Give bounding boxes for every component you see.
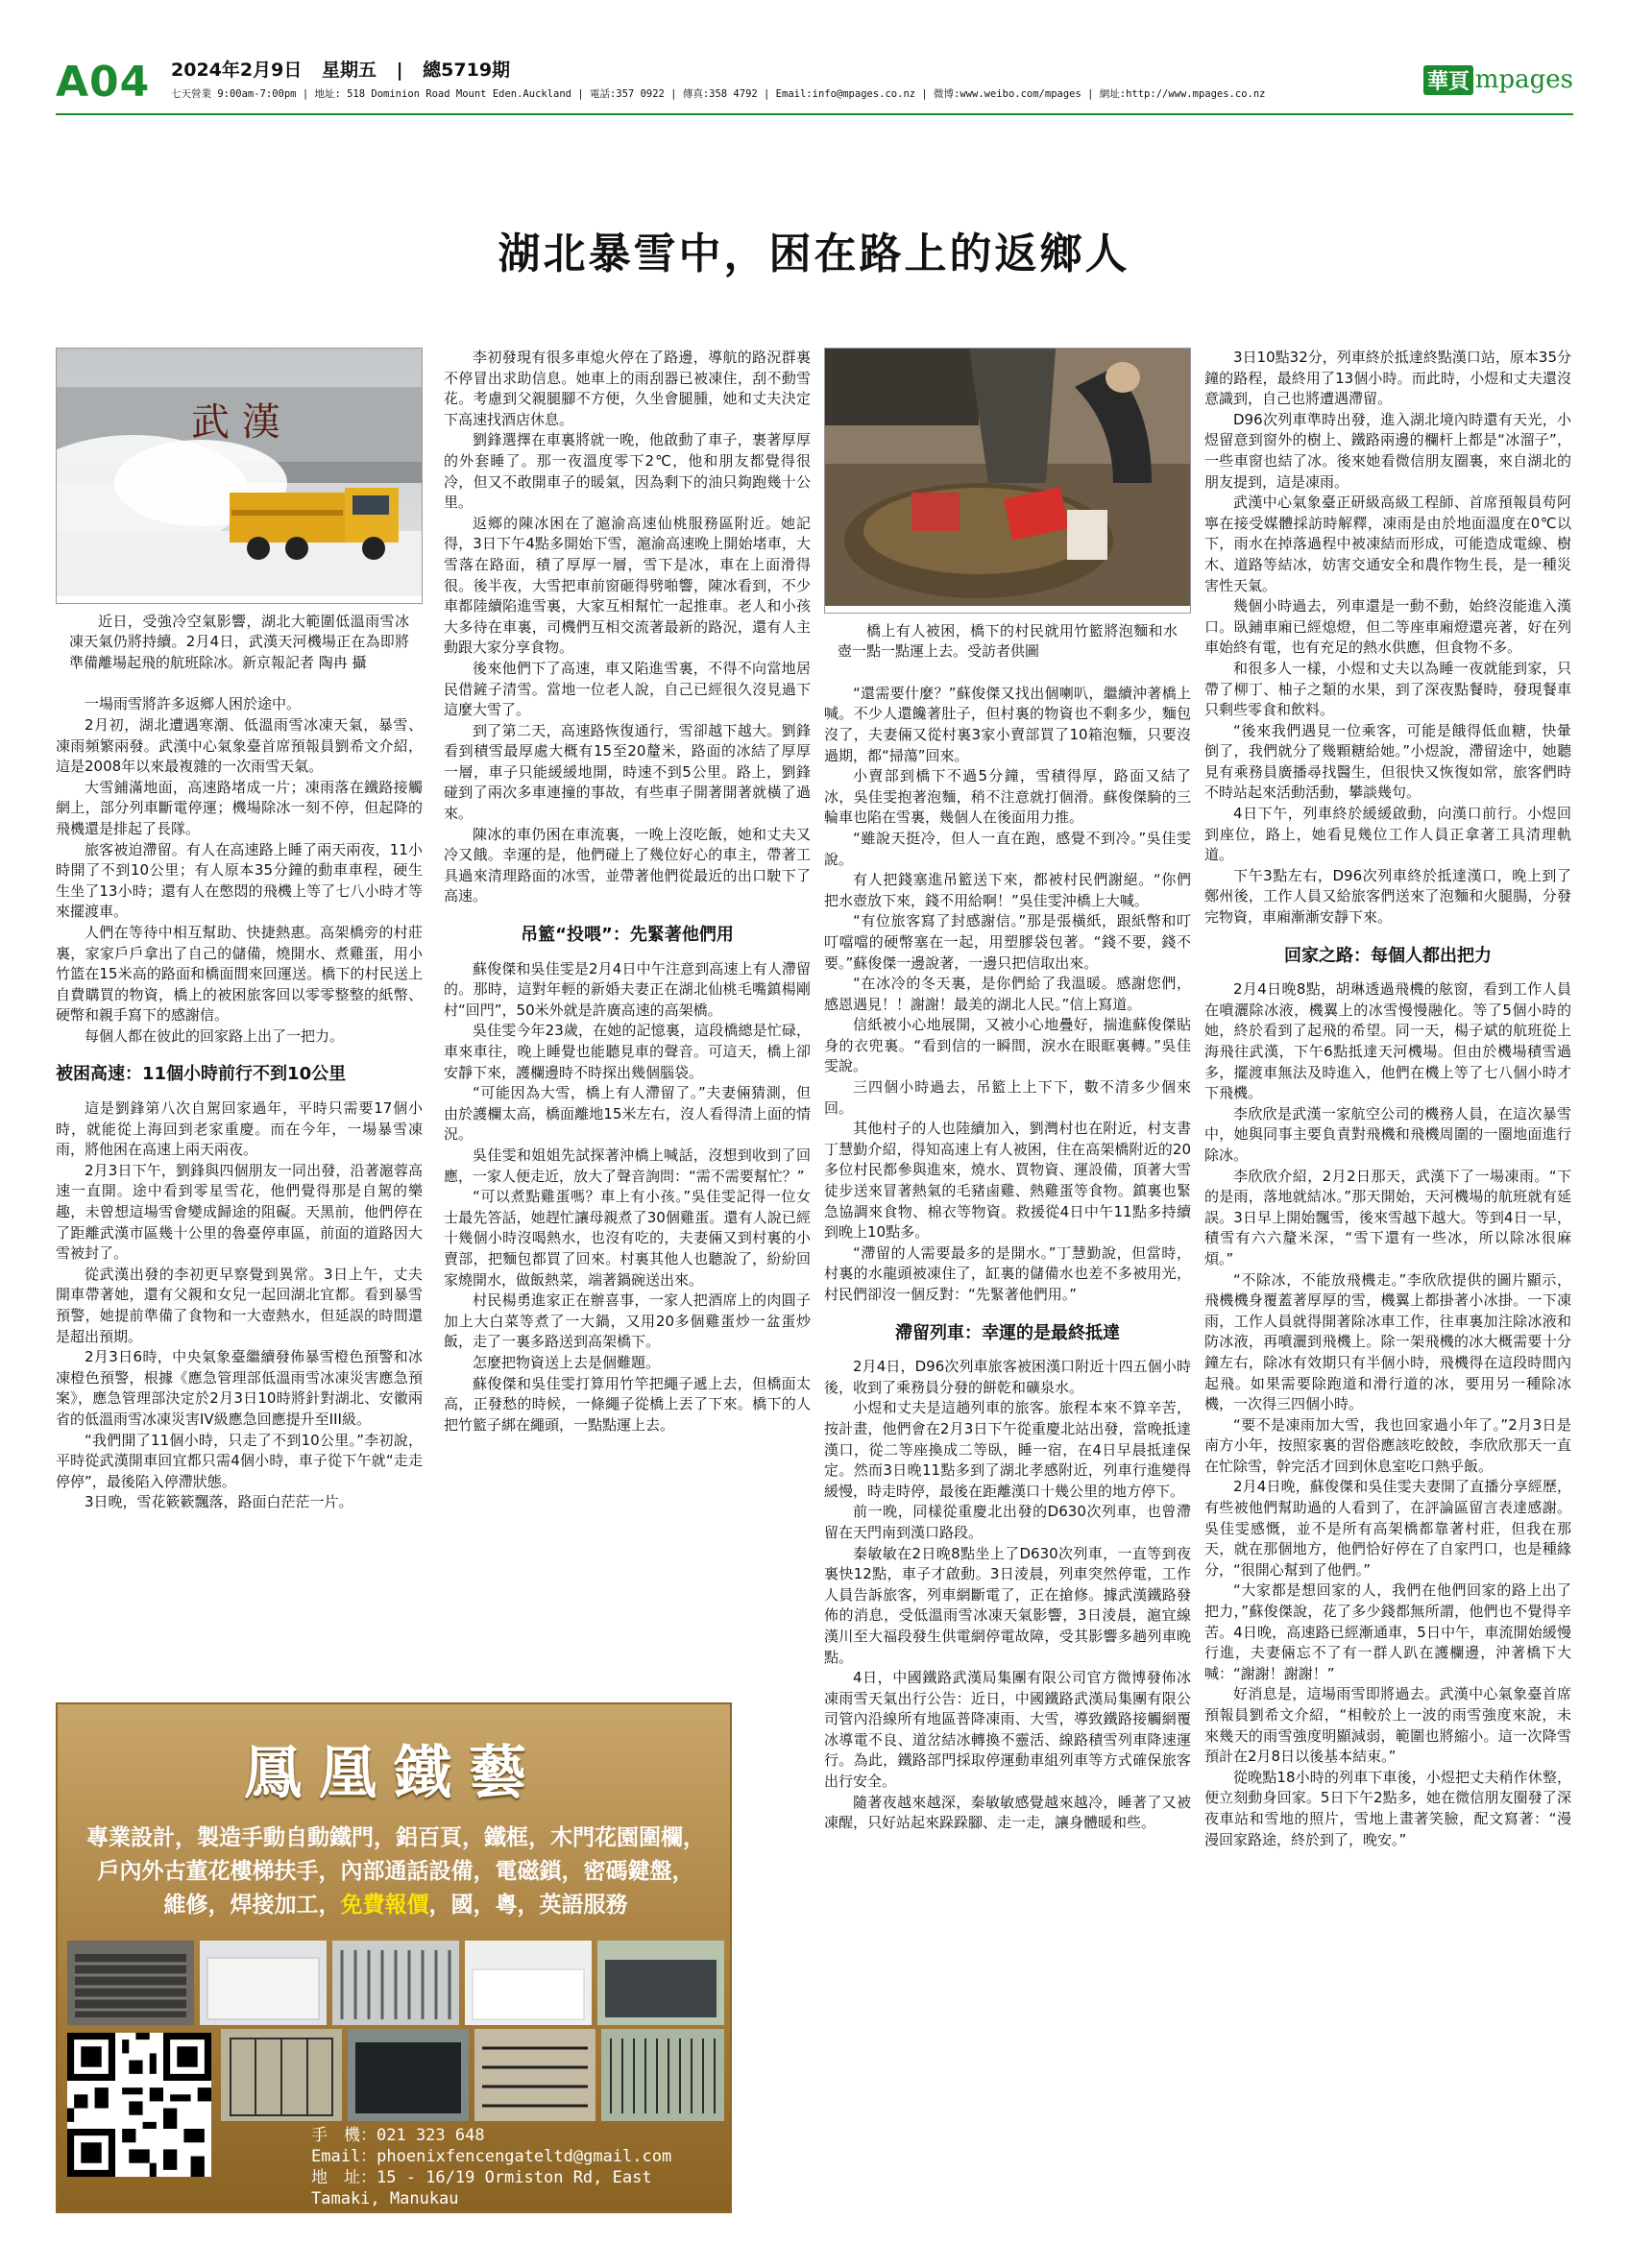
- paragraph: 三四個小時過去，吊籃上上下下，數不清多少個來回。: [824, 1078, 1191, 1117]
- ad-gallery-top: [67, 1941, 724, 2025]
- paragraph: 小煜和丈夫是這趟列車的旅客。旅程本來不算辛苦，按計畫，他們會在2月3日下午從重慶北站出發，當晚抵達漢口，從二等座換成二等臥，睡一宿，在4日早晨抵達保定。然而3日晚11點多到了湖北孝感附近，列車行進變得緩慢，時走時停，最後在距離漢口十幾公里的地方停下。: [824, 1399, 1191, 1500]
- issue-date: 2024年2月9日: [171, 60, 303, 81]
- paragraph: 前一晚，同樣從重慶北出發的D630次列車，也曾滯留在天門南到漢口路段。: [824, 1503, 1191, 1541]
- paragraph: 後來他們下了高速，車又陷進雪裏，不得不向當地居民借鏟子清雪。當地一位老人說，自己已經很久沒見過下這麼大雪了。: [444, 659, 811, 719]
- paragraph: “雖說天挺冷，但人一直在跑，感覺不到冷。”吳佳雯說。: [824, 829, 1191, 868]
- ad-line3-b: ，國，粵，英語服務: [428, 1893, 628, 1918]
- column-2-body-b: [444, 959, 811, 1436]
- paragraph: 有人把錢塞進吊籃送下來，都被村民們謝絕。“你們把水壺放下來，錢不用給啊！”吳佳雯沖橋上大喊。: [824, 871, 1191, 909]
- article-title: 湖北暴雪中，困在路上的返鄉人: [498, 229, 1130, 278]
- header-rule: [56, 113, 1573, 115]
- column-1-body-b: [56, 1098, 423, 1513]
- paragraph: 3日10點32分，列車終於抵達終點漢口站，原本35分鐘的路程，最終用了13個小時。而此時，小煜和丈夫還沒意識到，自己也將遭遇滯留。: [1204, 349, 1571, 408]
- gate-photos-top: [67, 1941, 724, 2025]
- paragraph: 李欣欣介紹，2月2日那天，武漢下了一場凍雨。“下的是雨，落地就結冰。”那天開始，天河機場的航班就有延誤。3日早上開始飄雪，後來雪越下越大。等到4日一早，積雪有六六釐米深，“雪下還有一些冰，所以除冰很麻煩。”: [1204, 1167, 1571, 1267]
- paragraph: 返鄉的陳冰困在了滬渝高速仙桃服務區附近。她記得，3日下午4點多開始下雪，滬渝高速晚上開始堵車，大雪落在路面，積了厚厚一層，雪下是冰，車在上面滑得很。後半夜，大雪把車前窗砸得劈啪響，陳冰看到，不少車都陸續陷進雪裏，大家互相幫忙一起推車。老人和小孩大多待在車裏，司機們互相交流著最新的路況，還有人主動跟大家分享食物。: [444, 514, 811, 657]
- paragraph: “有位旅客寫了封感謝信。”那是張橫紙，跟紙幣和叮叮噹噹的硬幣塞在一起，用塑膠袋包著。“錢不要，錢不要。”蘇俊傑一邊說著，一邊只把信取出來。: [824, 912, 1191, 972]
- paragraph: 2月4日晚，蘇俊傑和吳佳雯夫妻開了直播分享經歷，有些被他們幫助過的人看到了，在評論區留言表達感謝。吳佳雯感慨，並不是所有高架橋都靠著村莊，但我在那天，就在那個地方，他們恰好停在了自家門口，也是種緣分，“很開心幫到了他們。”: [1204, 1478, 1571, 1579]
- paragraph: 2月3日下午，劉鋒與四個朋友一同出發，沿著滬蓉高速一直開。途中看到零星雪花，他們覺得那是自駕的樂趣，未曾想這場雪會變成歸途的阻礙。天黑前，他們停在了距離武漢市區幾十公里的魯臺停車區，前面的道路因大雪被封了。: [56, 1161, 423, 1263]
- ad-service-line-2: 戶內外古董花樓梯扶手，內部通話設備，電磁鎖，密碼鍵盤，: [97, 1859, 694, 1884]
- ad-service-line-3: [77, 1887, 715, 1918]
- paragraph: 隨著夜越來越深，秦敏敏感覺越來越冷，睡著了又被凍醒，只好站起來跺跺腳、走一走，讓身體暖和些。: [824, 1793, 1191, 1832]
- paragraph: 每個人都在彼此的回家路上出了一把力。: [85, 1026, 345, 1045]
- paragraph: D96次列車準時出發，進入湖北境內時還有天光，小煜留意到窗外的樹上、鐵路兩邊的欄杆上都是“冰溜子”，一些車窗也結了冰。後來她看微信朋友圈裏，來自湖北的朋友提到，這是凍雨。: [1204, 410, 1571, 491]
- photo-airport-deicing: [56, 348, 423, 604]
- paragraph: 4日，中國鐵路武漢局集團有限公司官方微博發佈冰凍雨雪天氣出行公告：近日，中國鐵路武漢局集團有限公司管內沿線所有地區普降凍雨、大雪，導致鐵路接觸網覆冰導電不良、道岔結冰轉換不靈活、線路積雪列車降速運行。為此，鐵路部門採取停運動車組列車等方式確保旅客出行安全。: [824, 1669, 1191, 1791]
- logo-mark: 華頁: [1423, 65, 1473, 95]
- paragraph: 2月4日，D96次列車旅客被困漢口附近十四五個小時後，收到了乘務員分發的餅乾和礦泉水。: [824, 1358, 1191, 1396]
- ad-contact-block: [311, 2125, 730, 2209]
- paragraph: 李欣欣是武漢一家航空公司的機務人員，在這次暴雪中，她與同事主要負責對飛機和飛機周圍的一圈地面進行除冰。: [1204, 1104, 1571, 1164]
- logo-text: mpages: [1474, 65, 1573, 94]
- column-3: [824, 348, 1191, 1834]
- column-2: [444, 348, 811, 1436]
- ad-phone: 手 機：021 323 648: [311, 2126, 485, 2145]
- paragraph: 大雪鋪滿地面，高速路堵成一片；凍雨落在鐵路接觸網上，部分列車斷電停運；機場除冰一刻不停，但起降的飛機還是排起了長隊。: [56, 778, 423, 837]
- paragraph: 武漢中心氣象臺正研級高級工程師、首席預報員苟阿寧在接受媒體採訪時解釋，凍雨是由於地面溫度在0℃以下，雨水在掉落過程中被凍結而形成，可能造成電線、樹木、道路等結冰，妨害交通安全和農作物生長，是一種災害性天氣。: [1204, 494, 1571, 594]
- paragraph: 4日下午，列車終於緩緩啟動，向漢口前行。小煜回到座位，路上，她看見幾位工作人員正拿著工具清理軌道。: [1204, 805, 1571, 864]
- paragraph: 到了第二天，高速路恢復通行，雪卻越下越大。劉鋒看到積雪最厚處大概有15至20釐米，路面的冰結了厚厚一層，車子只能緩緩地開，時速不到5公里。路上，劉鋒碰到了兩次多車連撞的事故，有些車子開著開著就橫了過來。: [444, 721, 811, 823]
- paragraph: 和很多人一樣，小煜和丈夫以為睡一夜就能到家，只帶了柳丁、柚子之類的水果，到了深夜點餐時，發現餐車只剩些零食和飲料。: [1204, 659, 1571, 719]
- paragraph: 吳佳雯今年23歲，在她的記憶裏，這段橋總是忙碌，車來車往，晚上睡覺也能聽見車的聲音。可這天，橋上卻安靜下來，護欄邊時不時探出幾個腦袋。: [444, 1022, 811, 1081]
- paragraph: 旅客被迫滯留。有人在高速路上睡了兩天兩夜，11小時開了不到10公里；有人原本35分鐘的動車車程，硬生生坐了13小時；還有人在憋悶的飛機上等了七八小時才等來擺渡車。: [56, 840, 423, 921]
- paragraph: 人們在等待中相互幫助、快捷熱惠。高架橋旁的村莊裏，家家戶戶拿出了自己的儲備，燒開水、煮雞蛋，用小竹篮在15米高的路面和橋面間來回運送。橋下的村民送上自費購買的物資，橋上的被困旅客回以零零整整的紙幣、硬幣和親手寫下的感謝信。: [56, 923, 423, 1025]
- column-2-body: [444, 348, 811, 907]
- column-4: [1204, 348, 1571, 1850]
- page-number: A04: [56, 58, 151, 107]
- paragraph: “在冰冷的冬天裏，是你們給了我溫暖。感謝您們，感恩遇見！！謝謝！最美的湖北人民。”信上寫道。: [824, 975, 1191, 1013]
- issue-weekday: 星期五: [321, 60, 377, 81]
- issue-number: 總5719期: [423, 60, 511, 81]
- column-1: [56, 348, 423, 1513]
- column-3-body: [824, 684, 1191, 1306]
- ad-email: Email：phoenixfencengateltd@gmail.com: [311, 2147, 672, 2166]
- paragraph: 陳冰的車仍困在車流裏，一晚上沒吃飯，她和丈夫又冷又餓。幸運的是，他們碰上了幾位好心的車主，帶著工具過來清理路面的冰雪，並帶著他們從最近的出口駛下了高速。: [444, 825, 811, 905]
- paragraph: 小賣部到橋下不過5分鐘，雪積得厚，路面又結了冰，吳佳雯抱著泡麵，稍不注意就打個滑。蘇俊傑騎的三輪車也陷在雪裏，幾個人在後面用力推。: [824, 767, 1191, 827]
- paragraph: 其他村子的人也陸續加入，劉灣村也在附近，村支書丁慧勤介紹，得知高速上有人被困，住在高架橋附近的20多位村民都參與進來，燒水、買物資、運設備，頂著大雪徒步送來冒著熱氣的毛豬鹵雞、熱雞蛋等食物。鎮裏也緊急協調來食物、棉衣等物資。救援從4日中午11點多持續到晚上10點多。: [824, 1120, 1191, 1242]
- paragraph: 這是劉鋒第八次自駕回家過年，平時只需要17個小時，就能從上海回到老家重慶。而在今年，一場暴雪凍雨，將他困在高速上兩天兩夜。: [56, 1099, 423, 1159]
- paragraph: 2月初，湖北遭遇寒潮、低溫雨雪冰凍天氣，暴雪、凍雨頻繁兩發。武漢中心氣象臺首席預報員劉希文介紹，這是2008年以來最複雜的一次雨雪天氣。: [56, 715, 423, 776]
- subheading-train: 滯留列車：幸運的是最終抵達: [895, 1322, 1120, 1343]
- ad-service-line-1: 專業設計，製造手動自動鐵門，鋁百頁，鐵框，木門花園圍欄，: [86, 1825, 705, 1850]
- ad-qr-code: [67, 2033, 211, 2177]
- issue-line: [171, 56, 523, 82]
- terminal-sign: 武 漢: [191, 400, 280, 445]
- paragraph: 信紙被小心地展開，又被小心地疊好，揣進蘇俊傑貼身的衣兜裏。“看到信的一瞬間，淚水在眼眶裏轉。”吳佳雯說。: [824, 1016, 1191, 1075]
- paragraph: 吳佳雯和姐姐先試探著沖橋上喊話，沒想到收到了回應，一家人便走近，放大了聲音詢問：“需不需要幫忙？”: [444, 1146, 811, 1185]
- paragraph: 劉鋒選擇在車裏將就一晚，他啟動了車子，裹著厚厚的外套睡了。那一夜溫度零下2℃，他和朋友都覺得很冷，但又不敢開車子的暖氣，因為剩下的油只夠跑幾十公里。: [444, 431, 811, 512]
- paragraph: 一場雨雪將許多返鄉人困於途中。: [85, 695, 302, 713]
- header-separator: |: [396, 60, 403, 81]
- paragraph: 2月4日晚8點，胡琳透過飛機的舷窗，看到工作人員在噴灑除冰液，機翼上的冰雪慢慢融化。等了5個小時的她，終於看到了起飛的希望。同一天，楊子斌的航班從上海飛往武漢，下午6點抵達天河機場。但由於機場積雪過多，擺渡車無法及時進入，他們在機上等了七八個小時才下飛機。: [1204, 980, 1571, 1102]
- paragraph: “還需要什麼？”蘇俊傑又找出個喇叭，繼續沖著橋上喊。不少人還饞著肚子，但村裏的物資也不剩多少，麵包沒了，夫妻倆又從村裏3家小賣部買了10箱泡麵，只要沒過期，都“掃蕩”回來。: [824, 684, 1191, 764]
- paragraph: 幾個小時過去，列車還是一動不動，始終沒能進入漢口。臥鋪車廂已經熄燈，但二等座車廂燈還亮著，好在列車始終有電，也有充足的熱水供應，但食物不多。: [1204, 597, 1571, 657]
- advertisement-phoenix-iron-art: [56, 1702, 732, 2213]
- qr-code-icon: [67, 2033, 211, 2177]
- subheading-basket: 吊籃“投喂”：先緊著他們用: [521, 925, 734, 946]
- paragraph: 村民楊勇進家正在辦喜事，一家人把酒席上的肉圓子加上大白菜等煮了一大鍋，又用20多個雞蛋炒一盆蛋炒飯，走了一裏多路送到高架橋下。: [444, 1291, 811, 1351]
- ad-gallery-bottom: [221, 2029, 724, 2121]
- basket-supplies-image: [825, 349, 1190, 606]
- paragraph: “大家都是想回家的人，我們在他們回家的路上出了把力，”蘇俊傑說，花了多少錢都無所謂，他們也不覺得辛苦。4日晚，高速路已經漸通車，5日中午，車流開始緩慢行進，夫妻倆忘不了有一群人趴在護欄邊，沖著橋下大喊：“謝謝！謝謝！”: [1204, 1581, 1571, 1682]
- photo1-caption: 近日，受強冷空氣影響，湖北大範圍低溫雨雪冰凍天氣仍將持續。2月4日，武漢天河機場正在為即將準備離場起飛的航班除冰。新京報記者 陶冉 攝: [69, 612, 409, 671]
- ad-address: 地 址：15 - 16/19 Ormiston Rd, East Tamaki, Manukau: [311, 2168, 652, 2208]
- paragraph: 蘇俊傑和吳佳雯是2月4日中午注意到高速上有人滯留的。那時，這對年輕的新婚夫妻正在湖北仙桃毛嘴鎮楊剛村“回門”，50米外就是許廣高速的高架橋。: [444, 959, 811, 1019]
- subheading-home: 回家之路：每個人都出把力: [1284, 945, 1492, 966]
- contact-info-line: 七天營業 9:00am-7:00pm | 地址: 518 Dominion Road Mount Eden.Auckland | 電話:357 0922 | 傳真:358 4792 | Email:info@mpages.co.nz | 微博:www.weibo.com/mpages | 網址:http://www.mpages.co.nz: [171, 88, 1266, 100]
- paragraph: 下午3點左右，D96次列車終於抵達漢口，晚上到了鄭州後，工作人員又給旅客們送來了泡麵和火腿腸，分發完物資，車廂漸漸安靜下來。: [1204, 866, 1571, 927]
- deicing-truck-image: [57, 349, 422, 596]
- paragraph: 好消息是，這場雨雪即將過去。武漢中心氣象臺首席預報員劉希文介紹，“相較於上一波的雨雪強度來說，未來幾天的雨雪強度明顯減弱，範圍也將縮小。這一次降雪預計在2月8日以後基本結束。”: [1204, 1685, 1571, 1766]
- paragraph: 從武漢出發的李初更早察覺到異常。3日上午，丈夫開車帶著她，還有父親和女兒一起回湖北宜都。看到暴雪預警，她提前準備了食物和一大壺熱水，但延誤的時間還是超出預期。: [56, 1265, 423, 1345]
- masthead: [56, 50, 1573, 113]
- mpages-logo: [1423, 63, 1573, 96]
- paragraph: 從晚點18小時的列車下車後，小煜把丈夫稍作休整，便立刻動身回家。5日下午2點多，她在微信朋友圈發了深夜車站和雪地的照片，雪地上畫著笑臉，配文寫著：“漫漫回家路途，終於到了，晚安。”: [1204, 1768, 1571, 1848]
- paragraph: “後來我們遇見一位乘客，可能是餓得低血糖，快暈倒了，我們就分了幾顆糖給她。”小煜說，滯留途中，她聽見有乘務員廣播尋找醫生，但很快又恢復如常，旅客們時不時站起來活動活動，攀談幾句。: [1204, 721, 1571, 802]
- paragraph: 2月3日6時，中央氣象臺繼續發佈暴雪橙色預警和冰凍橙色預警，根據《應急管理部低溫雨雪冰凍災害應急預案》，應急管理部決定於2月3日10時將針對湖北、安徽兩省的低溫雨雪冰凍災害IV級應急回應提升至III級。: [56, 1348, 423, 1428]
- paragraph: 秦敏敏在2日晚8點坐上了D630次列車，一直等到夜裏快12點，車子才啟動。3日淩晨，列車突然停電，工作人員告訴旅客，列車網斷電了，正在搶修。據武漢鐵路發佈的消息，受低溫雨雪冰凍天氣影響，3日淩晨，滬宜線漢川至大福段發生供電網停電故障，受其影響多趟列車晚點。: [824, 1544, 1191, 1666]
- paragraph: “不除冰，不能放飛機走。”李欣欣提供的圖片顯示，飛機機身覆蓋著厚厚的雪，機翼上都掛著小冰掛。一下凍雨，工作人員就得開著除冰車工作，往車裏加注除冰液和防冰液，再噴灑到飛機上。除一架飛機的冰大概需要十分鐘左右，除冰有效期只有半個小時，飛機得在這段時間內起飛。如果需要除跑道和滑行道的冰，要用另一種除冰機，一次得三四個小時。: [1204, 1270, 1571, 1413]
- photo-basket-supplies: [824, 348, 1191, 614]
- gate-photos-bottom: [221, 2029, 724, 2121]
- paragraph: “滯留的人需要最多的是開水。”丁慧勤說，但當時，村裏的水龍頭被凍住了，缸裏的儲備水也差不多被用光，村民們卻沒一個反對：“先緊著他們用。”: [824, 1243, 1191, 1303]
- column-1-body: [56, 694, 423, 1047]
- ad-free-quote: 免費報價: [340, 1893, 429, 1918]
- column-4-body: [1204, 348, 1571, 929]
- paragraph: “要不是凍雨加大雪，我也回家過小年了。”2月3日是南方小年，按照家裏的習俗應該吃餃餃，李欣欣那天一直在忙除雪，幹完活才回到休息室吃口熱乎飯。: [1204, 1415, 1571, 1475]
- paragraph: 3日晚，雪花簌簌飄落，路面白茫茫一片。: [85, 1493, 353, 1511]
- subheading-highway: 被困高速：11個小時前行不到10公里: [56, 1064, 347, 1085]
- paragraph: “可以煮點雞蛋嗎？車上有小孩。”吳佳雯記得一位女士最先答話，她趕忙讓母親煮了30個雞蛋。還有人說已經十幾個小時沒喝熱水，也沒有吃的，夫妻倆又到村裏的小賣部，把麵包都買了回來。村裏其他人也聽說了，紛紛回家燒開水，做飯熱菜，端著鍋碗送出來。: [444, 1188, 811, 1289]
- column-4-body-b: [1204, 979, 1571, 1850]
- paragraph: 李初發現有很多車熄火停在了路邊，導航的路況群裏不停冒出求助信息。她車上的雨刮器已被凍住，刮不動雪花。考慮到父親腿腳不方便，久坐會腿腫，她和丈夫決定下高速找酒店休息。: [444, 349, 811, 428]
- paragraph: “我們開了11個小時，只走了不到10公里。”李初說，平時從武漢開車回宜都只需4個小時，車子從下午就“走走停停”，最後陷入停滯狀態。: [56, 1431, 423, 1490]
- photo2-caption: 橋上有人被困，橋下的村民就用竹籃將泡麵和水壺一點一點運上去。受訪者供圖: [838, 621, 1178, 661]
- paragraph: 怎麼把物資送上去是個難題。: [473, 1353, 661, 1371]
- paragraph: 蘇俊傑和吳佳雯打算用竹竿把繩子遞上去，但橋面太高，正發愁的時候，一條繩子從橋上丟了下來。橋下的人把竹籃子綁在繩頭，一點點運上去。: [444, 1374, 811, 1434]
- ad-line3-a: 維修，焊接加工，: [163, 1893, 341, 1918]
- column-3-body-b: [824, 1357, 1191, 1834]
- paragraph: “可能因為大雪，橋上有人滯留了。”夫妻倆猜測，但由於護欄太高，橋面離地15米左右，沒人看得清上面的情況。: [444, 1084, 811, 1144]
- ad-brand-name: 鳳凰鐵藝: [244, 1740, 544, 1807]
